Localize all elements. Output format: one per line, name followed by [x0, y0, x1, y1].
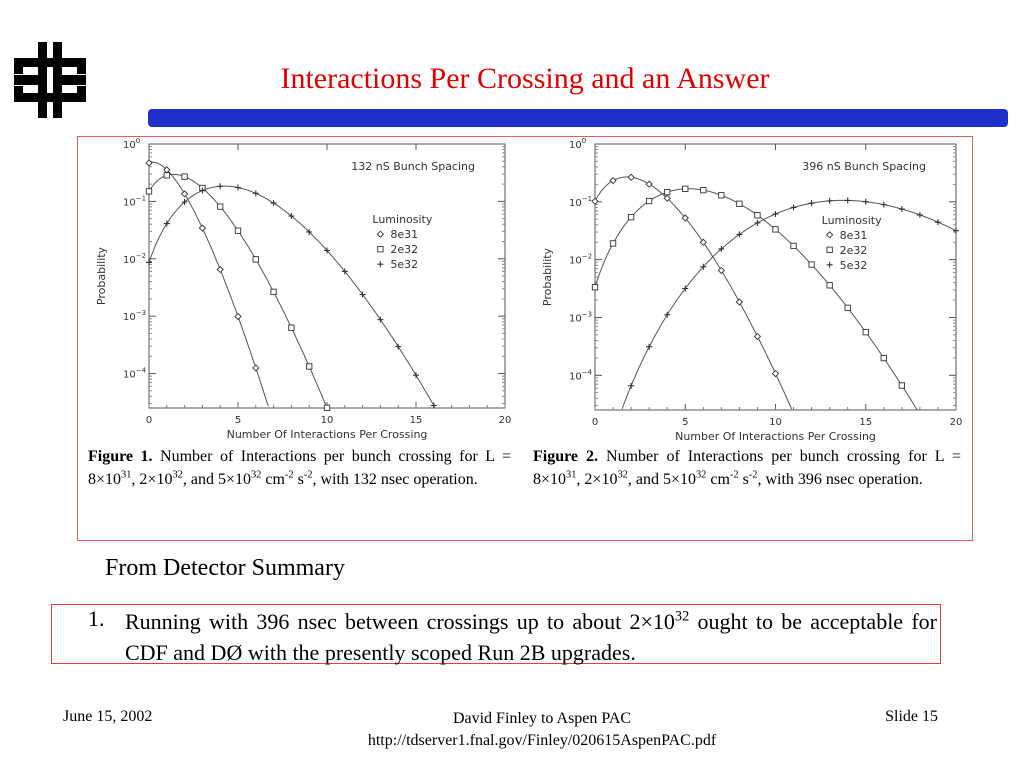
point-2e32 — [307, 364, 312, 369]
list-item-text — [125, 606, 937, 668]
point-2e32 — [845, 305, 850, 310]
caption-sup: -2 — [303, 469, 313, 481]
slide-title: Interactions Per Crossing and an Answer — [280, 62, 770, 95]
point-5e32 — [217, 183, 223, 189]
legend-marker-8e31 — [827, 232, 833, 238]
y-tick-label: $10^{-1}$ — [569, 194, 593, 209]
legend-marker-5e32 — [827, 262, 833, 268]
x-axis-label: Number Of Interactions Per Crossing — [675, 430, 876, 443]
legend-marker-5e32 — [377, 261, 383, 267]
point-5e32 — [917, 212, 923, 218]
caption-text: , with 396 nsec operation. — [757, 471, 923, 488]
point-2e32 — [881, 355, 886, 360]
point-2e32 — [271, 289, 276, 294]
point-2e32 — [610, 241, 615, 246]
caption-text: , 2×10 — [576, 471, 618, 488]
title-rule — [148, 109, 1008, 127]
point-8e31 — [718, 267, 724, 273]
point-2e32 — [737, 201, 742, 206]
y-tick-label: $10^0$ — [569, 138, 587, 151]
point-5e32 — [413, 372, 419, 378]
legend-marker-2e32 — [378, 247, 383, 252]
footer-url: http://tdserver1.fnal.gov/Finley/020615AspenPAC.pdf — [367, 732, 717, 749]
point-5e32 — [953, 228, 959, 234]
figure-1-plot — [84, 138, 524, 440]
series-line-2e32 — [149, 174, 327, 408]
caption-text: s — [738, 471, 749, 488]
caption-text: , 2×10 — [131, 471, 173, 488]
x-tick-label: 0 — [145, 415, 153, 426]
point-8e31 — [700, 239, 706, 245]
caption-sup: 31 — [566, 469, 577, 481]
point-5e32 — [881, 202, 887, 208]
y-axis-label: Probability — [95, 246, 108, 306]
point-2e32 — [755, 213, 760, 218]
legend-marker-8e31 — [377, 231, 383, 237]
legend-title: Luminosity — [372, 213, 433, 227]
y-tick-label: $10^{-2}$ — [569, 252, 593, 267]
footer-author: David Finley to Aspen PAC — [452, 710, 632, 727]
point-5e32 — [754, 220, 760, 226]
x-tick-label: 20 — [498, 415, 512, 426]
caption-text: cm — [261, 471, 285, 488]
chart-396ns — [528, 138, 970, 444]
point-8e31 — [182, 191, 188, 197]
caption-sup: -2 — [748, 469, 758, 481]
x-tick-label: 5 — [682, 417, 689, 428]
x-tick-label: 0 — [591, 417, 599, 428]
footer-slide-number: Slide 15 — [885, 708, 938, 725]
point-8e31 — [754, 333, 760, 339]
caption-sup: -2 — [284, 469, 294, 481]
chart-title: 132 nS Bunch Spacing — [351, 160, 475, 173]
point-5e32 — [935, 219, 941, 225]
caption-sup: 31 — [121, 469, 132, 481]
point-2e32 — [646, 198, 651, 203]
point-8e31 — [253, 365, 259, 371]
x-tick-label: 15 — [859, 417, 873, 428]
figure-2-caption — [533, 445, 961, 491]
section-heading: From Detector Summary — [105, 555, 345, 581]
caption-sup: 32 — [695, 469, 707, 481]
figure-2-plot — [528, 138, 970, 444]
point-5e32 — [845, 197, 851, 203]
point-2e32 — [253, 257, 258, 262]
point-2e32 — [863, 329, 868, 334]
point-8e31 — [199, 225, 205, 231]
point-2e32 — [791, 243, 796, 248]
item-text: ought to be acceptable for CDF and DØ with the presently scoped Run 2B upgrades. — [125, 609, 937, 665]
caption-sup: 32 — [250, 469, 262, 481]
legend-entry-8e31: 8e31 — [839, 228, 868, 242]
point-2e32 — [628, 214, 633, 219]
x-tick-label: 15 — [409, 415, 423, 426]
point-2e32 — [289, 325, 294, 330]
legend-entry-8e31: 8e31 — [390, 228, 419, 242]
point-5e32 — [395, 344, 401, 350]
point-5e32 — [628, 383, 634, 389]
series-line-5e32 — [622, 200, 955, 409]
point-5e32 — [899, 206, 905, 212]
point-2e32 — [827, 283, 832, 288]
point-2e32 — [899, 383, 904, 388]
point-2e32 — [218, 204, 223, 209]
x-tick-label: 5 — [234, 415, 242, 426]
point-2e32 — [182, 174, 187, 179]
point-2e32 — [719, 193, 724, 198]
y-axis-label: Probability — [541, 247, 554, 307]
figure-1-caption — [88, 445, 511, 491]
point-2e32 — [324, 405, 329, 410]
point-5e32 — [827, 198, 833, 204]
point-5e32 — [271, 200, 277, 206]
point-2e32 — [701, 187, 706, 192]
caption-text: cm — [706, 471, 730, 488]
point-5e32 — [253, 190, 259, 196]
caption-sup: -2 — [729, 469, 739, 481]
point-5e32 — [164, 221, 170, 227]
point-5e32 — [235, 185, 241, 191]
point-5e32 — [377, 317, 383, 323]
caption-sup: 32 — [172, 469, 183, 481]
caption-text: , and 5×10 — [182, 471, 251, 488]
x-tick-label: 10 — [769, 417, 782, 428]
point-2e32 — [146, 189, 151, 194]
point-8e31 — [610, 178, 616, 184]
point-2e32 — [809, 262, 814, 267]
y-tick-label: $10^{-4}$ — [569, 368, 593, 383]
point-2e32 — [592, 284, 597, 289]
point-2e32 — [683, 186, 688, 191]
caption-sup: 32 — [617, 469, 628, 481]
point-2e32 — [665, 189, 670, 194]
caption-label: Figure 1. — [88, 448, 153, 465]
series-line-8e31 — [595, 177, 792, 409]
item-text: Running with 396 nsec between crossings up to about 2×10 — [125, 609, 675, 634]
y-tick-label: $10^{-3}$ — [123, 309, 147, 324]
point-5e32 — [773, 211, 779, 217]
point-8e31 — [592, 198, 598, 204]
y-tick-label: $10^{-2}$ — [123, 251, 147, 266]
point-8e31 — [646, 181, 652, 187]
chart-title: 396 nS Bunch Spacing — [802, 160, 926, 173]
item-sup: 32 — [674, 608, 690, 625]
point-5e32 — [863, 199, 869, 205]
point-5e32 — [809, 200, 815, 206]
legend-entry-5e32: 5e32 — [839, 258, 868, 272]
point-8e31 — [736, 299, 742, 305]
point-8e31 — [628, 174, 634, 180]
x-axis-label: Number Of Interactions Per Crossing — [226, 428, 428, 440]
chart-132ns — [84, 138, 524, 440]
y-tick-label: $10^{-3}$ — [569, 310, 593, 325]
x-tick-label: 10 — [320, 415, 334, 426]
legend-title: Luminosity — [821, 213, 882, 227]
legend-marker-2e32 — [827, 247, 832, 252]
y-tick-label: $10^0$ — [123, 138, 141, 151]
legend-entry-2e32: 2e32 — [839, 243, 868, 257]
caption-text: s — [293, 471, 304, 488]
list-item-number: 1. — [88, 606, 105, 631]
legend-entry-2e32: 2e32 — [390, 243, 419, 257]
caption-text: , with 132 nsec operation. — [312, 471, 478, 488]
point-2e32 — [164, 173, 169, 178]
caption-text: , and 5×10 — [627, 471, 696, 488]
caption-label: Figure 2. — [533, 448, 599, 465]
y-tick-label: $10^{-1}$ — [123, 194, 147, 209]
point-2e32 — [773, 227, 778, 232]
series-line-8e31 — [149, 162, 268, 406]
fermilab-logo-icon — [14, 42, 86, 118]
point-2e32 — [235, 228, 240, 233]
caption-text: Number of Interactions per bunch crossing for L = 8×10 — [533, 448, 962, 488]
y-tick-label: $10^{-4}$ — [123, 366, 147, 381]
point-8e31 — [773, 371, 779, 377]
point-5e32 — [791, 204, 797, 210]
footer-date: June 15, 2002 — [63, 708, 153, 725]
legend-entry-5e32: 5e32 — [390, 258, 419, 272]
point-8e31 — [235, 313, 241, 319]
point-5e32 — [664, 312, 670, 318]
plot-frame — [149, 144, 505, 408]
footer-center — [300, 708, 784, 752]
point-5e32 — [646, 344, 652, 350]
x-tick-label: 20 — [949, 417, 963, 428]
caption-text: Number of Interactions per bunch crossing for L = 8×10 — [88, 448, 512, 488]
point-8e31 — [217, 267, 223, 273]
